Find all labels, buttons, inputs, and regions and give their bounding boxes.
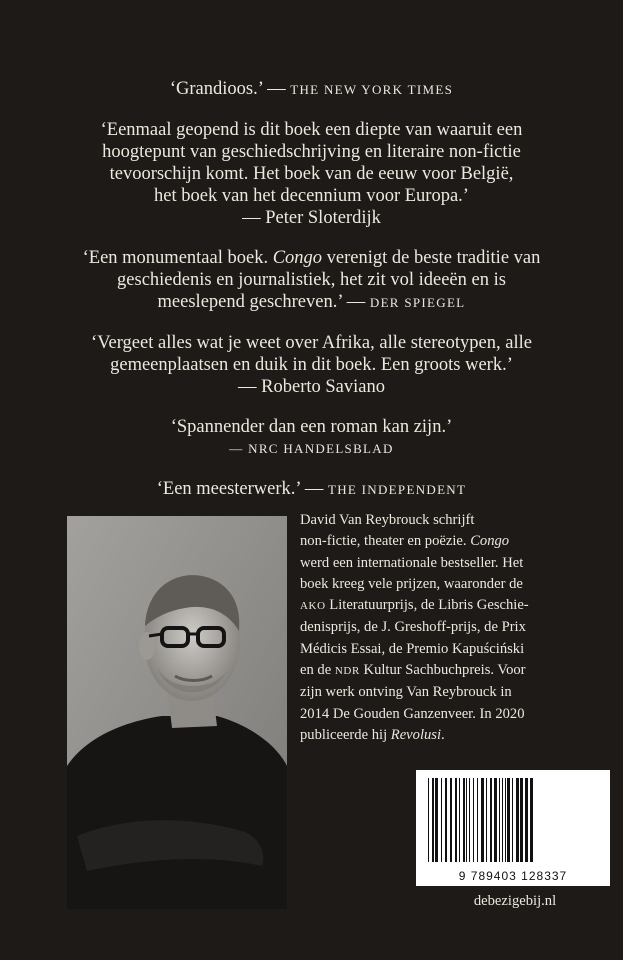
isbn-barcode [416, 770, 610, 886]
barcode-bar [435, 778, 438, 862]
author-photo [67, 516, 287, 909]
quote-line: ‘Eenmaal geopend is dit boek een diepte van waaruit een [100, 120, 523, 140]
author-bio [300, 510, 620, 746]
quote-source: — NRC HANDELSBLAD [229, 441, 394, 456]
bio-text: publiceerde hij [300, 726, 391, 743]
bio-text: NDR [334, 665, 360, 678]
book-title: Congo [470, 533, 510, 550]
publisher-website[interactable]: debezigebij.nl [473, 893, 557, 909]
quote-independent [0, 478, 623, 501]
quote-source: — Roberto Saviano [238, 377, 385, 397]
bio-line: boek kreeg vele prijzen, waaronder de [300, 575, 523, 592]
barcode-bar [490, 778, 492, 862]
bio-text: . [441, 726, 445, 743]
quote-der-spiegel [0, 247, 623, 314]
quote-line: gemeenplaatsen en duik in dit boek. Een groots werk.’ [110, 355, 513, 375]
barcode-bar [494, 778, 497, 862]
barcode-bar [455, 778, 457, 862]
bio-line: denisprijs, de J. Greshoff-prijs, de Prix [300, 619, 526, 636]
barcode-bar [486, 778, 487, 862]
bio-line: werd een internationale bestseller. Het [300, 554, 524, 571]
quote-text: ‘Een monumentaal boek. [82, 248, 273, 268]
quote-source: THE INDEPENDENT [327, 482, 467, 497]
bio-text: AKO [300, 600, 326, 613]
quote-line: hoogtepunt van geschiedschrijving en literaire non-fictie [102, 142, 521, 162]
bio-line: 2014 De Gouden Ganzenveer. In 2020 [300, 705, 525, 722]
bio-text: en de [300, 662, 335, 679]
isbn-number: 9 789403 128337 [458, 869, 568, 883]
barcode-bar [525, 778, 528, 862]
barcode-bar [502, 778, 503, 862]
bio-text: Kultur Sachbuchpreis. Voor [359, 662, 526, 679]
quote-line: ‘Vergeet alles wat je weet over Afrika, alle stereotypen, alle [91, 333, 532, 353]
quote-source: DER SPIEGEL [369, 295, 466, 310]
quote-saviano [0, 332, 623, 398]
bio-text: Literatuurprijs, de Libris Geschie- [325, 597, 529, 614]
barcode-icon [416, 770, 610, 886]
barcode-bar [507, 778, 510, 862]
quote-sloterdijk [0, 119, 623, 229]
barcode-bar [473, 778, 474, 862]
barcode-bar [469, 778, 470, 862]
barcode-bar [428, 778, 429, 862]
barcode-bar [512, 778, 513, 862]
quote-text: ‘Grandioos.’ — [169, 79, 291, 99]
review-quotes [0, 78, 623, 519]
quote-text: verenigt de beste traditie van [322, 248, 541, 268]
bio-text: non-fictie, theater en poëzie. [300, 533, 471, 550]
barcode-bar [505, 778, 506, 862]
quote-source: THE NEW YORK TIMES [290, 82, 454, 97]
barcode-bar [463, 778, 465, 862]
barcode-bar [530, 778, 533, 862]
bio-line: zijn werk ontving Van Reybrouck in [300, 684, 512, 701]
bio-line: Médicis Essai, de Premio Kapuściński [300, 640, 525, 657]
quote-text: ‘Een meesterwerk.’ — [156, 479, 328, 499]
book-title: Congo [272, 248, 323, 268]
quote-line: geschiedenis en journalistiek, het zit vol ideeën en is [117, 270, 506, 290]
quote-new-york-times [0, 78, 623, 101]
barcode-bar [477, 778, 478, 862]
barcode-bar [516, 778, 519, 862]
barcode-bar [450, 778, 452, 862]
barcode-bar [432, 778, 434, 862]
quote-text: meeslepend geschreven.’ — [157, 292, 370, 312]
barcode-bar [459, 778, 460, 862]
barcode-bar [445, 778, 447, 862]
quote-line: ‘Spannender dan een roman kan zijn.’ [170, 417, 453, 437]
quote-nrc [0, 416, 623, 460]
author-portrait-icon [67, 516, 287, 909]
barcode-bar [499, 778, 500, 862]
barcode-bar [466, 778, 467, 862]
barcode-bar [481, 778, 484, 862]
quote-line: het boek van het decennium voor Europa.’ [154, 186, 469, 206]
barcode-bar [441, 778, 442, 862]
book-title: Revolusi [390, 726, 442, 743]
quote-source: — Peter Sloterdijk [242, 208, 381, 228]
quote-line: tevoorschijn komt. Het boek van de eeuw voor België, [109, 164, 514, 184]
barcode-bar [520, 778, 523, 862]
bio-line: David Van Reybrouck schrijft [300, 512, 475, 528]
